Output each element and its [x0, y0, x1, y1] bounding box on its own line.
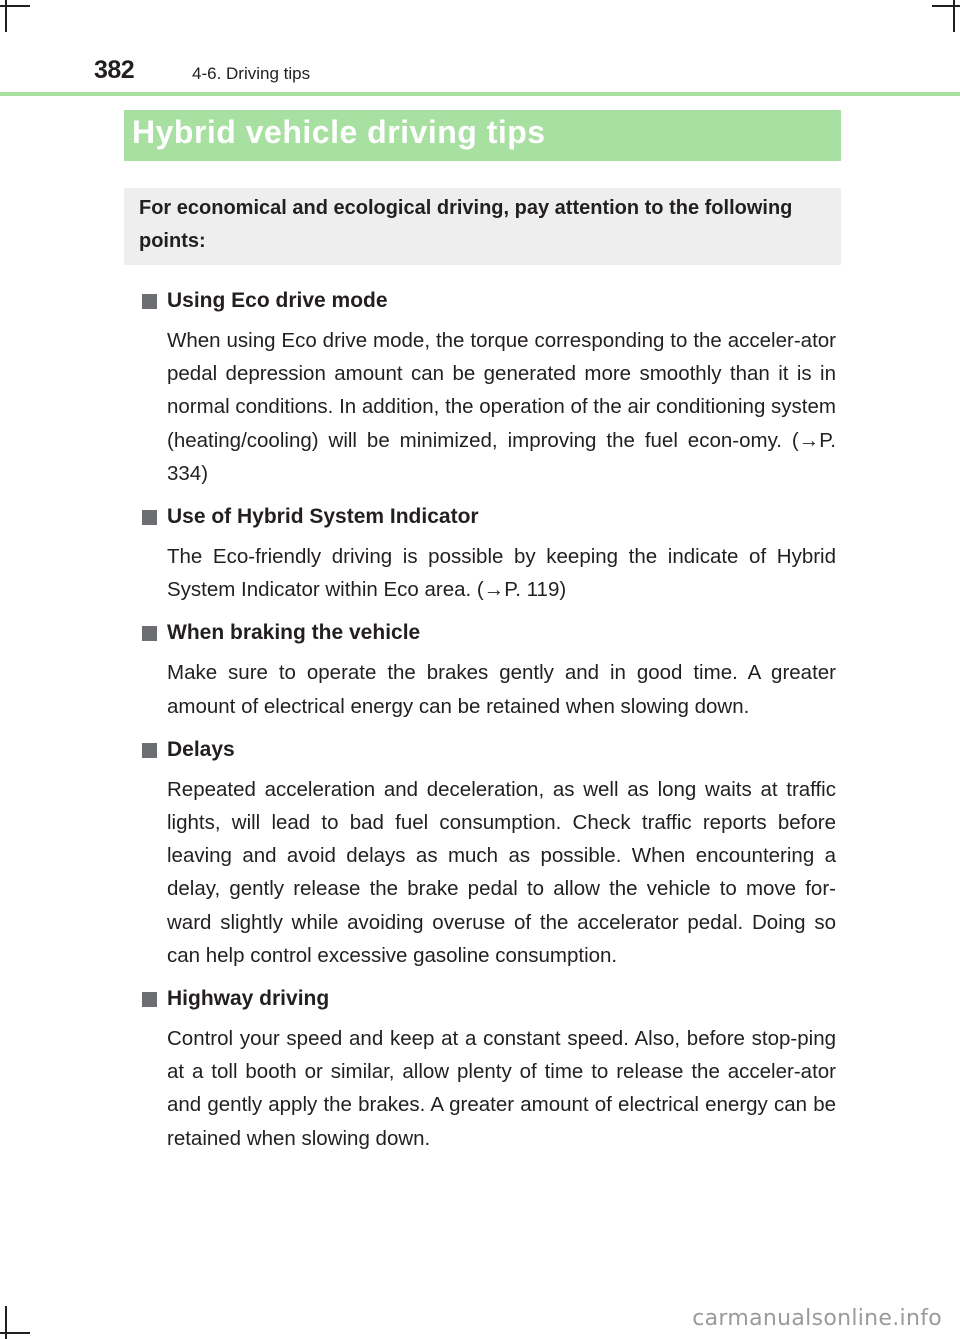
crop-mark-bottom-left-v [5, 1306, 7, 1339]
tip-body: When using Eco drive mode, the torque corresponding to the acceler-ator pedal depression amount can be generated more smoothly than it is in normal conditions. In addition, the operation of the air conditioning system (heating/cooling) will be minimized, improving the fuel econ-omy. (→P. 334) [167, 329, 836, 485]
intro-box [124, 188, 841, 265]
tip-body: Repeated acceleration and deceleration, as well as long waits at traffic lights, will lead to bad fuel consumption. Check traffic reports before leaving and avoid delays as much as possible. When encountering a delay, gently release the brake pedal to allow the vehicle to move for-ward slightly while avoiding overuse of the accelerator pedal. Doing so can help control excessive gasoline consumption. [167, 777, 836, 967]
tip-heading-row [140, 614, 836, 652]
crop-mark-bottom-left-h [0, 1332, 30, 1334]
tip-heading: Delays [167, 737, 235, 761]
square-bullet-icon [142, 743, 157, 758]
crop-mark-top-right-v [953, 0, 955, 32]
square-bullet-icon [142, 626, 157, 641]
section-title: Hybrid vehicle driving tips [132, 114, 546, 150]
tip-heading: When braking the vehicle [167, 621, 421, 645]
tip-body: Make sure to operate the brakes gently and in good time. A greater amount of electrical energy can be retained when slowing down. [167, 661, 836, 718]
tip-heading-row [140, 731, 836, 769]
tip-item [140, 282, 836, 490]
tip-item [140, 614, 836, 722]
header-rule [0, 92, 960, 96]
tip-heading: Use of Hybrid System Indicator [167, 505, 479, 529]
tip-heading: Highway driving [167, 987, 330, 1011]
crop-mark-top-right-h [932, 5, 960, 7]
section-title-band [124, 110, 841, 161]
square-bullet-icon [142, 294, 157, 309]
tip-heading-row [140, 282, 836, 320]
watermark-text: carmanualsonline.info [692, 1306, 942, 1331]
tip-body: The Eco-friendly driving is possible by keeping the indicate of Hybrid System Indicator within Eco area. (→P. 119) [167, 545, 836, 602]
crop-mark-top-left-h [0, 5, 30, 7]
tip-heading-row [140, 980, 836, 1018]
tip-heading-row [140, 498, 836, 536]
tip-item [140, 980, 836, 1155]
tip-body: Control your speed and keep at a constant speed. Also, before stop-ping at a toll booth or similar, allow plenty of time to release the acceler-ator and gently apply the brakes. A greater amount of electrical energy can be retained when slowing down. [167, 1027, 836, 1150]
intro-text: For economical and ecological driving, pay attention to the following points: [139, 197, 793, 252]
square-bullet-icon [142, 992, 157, 1007]
tip-item [140, 731, 836, 972]
section-reference: 4-6. Driving tips [192, 64, 311, 83]
page-header [94, 56, 854, 90]
square-bullet-icon [142, 510, 157, 525]
tip-heading: Using Eco drive mode [167, 289, 388, 312]
tips-list [140, 282, 836, 1155]
page-number: 382 [94, 56, 135, 84]
tip-item [140, 498, 836, 606]
